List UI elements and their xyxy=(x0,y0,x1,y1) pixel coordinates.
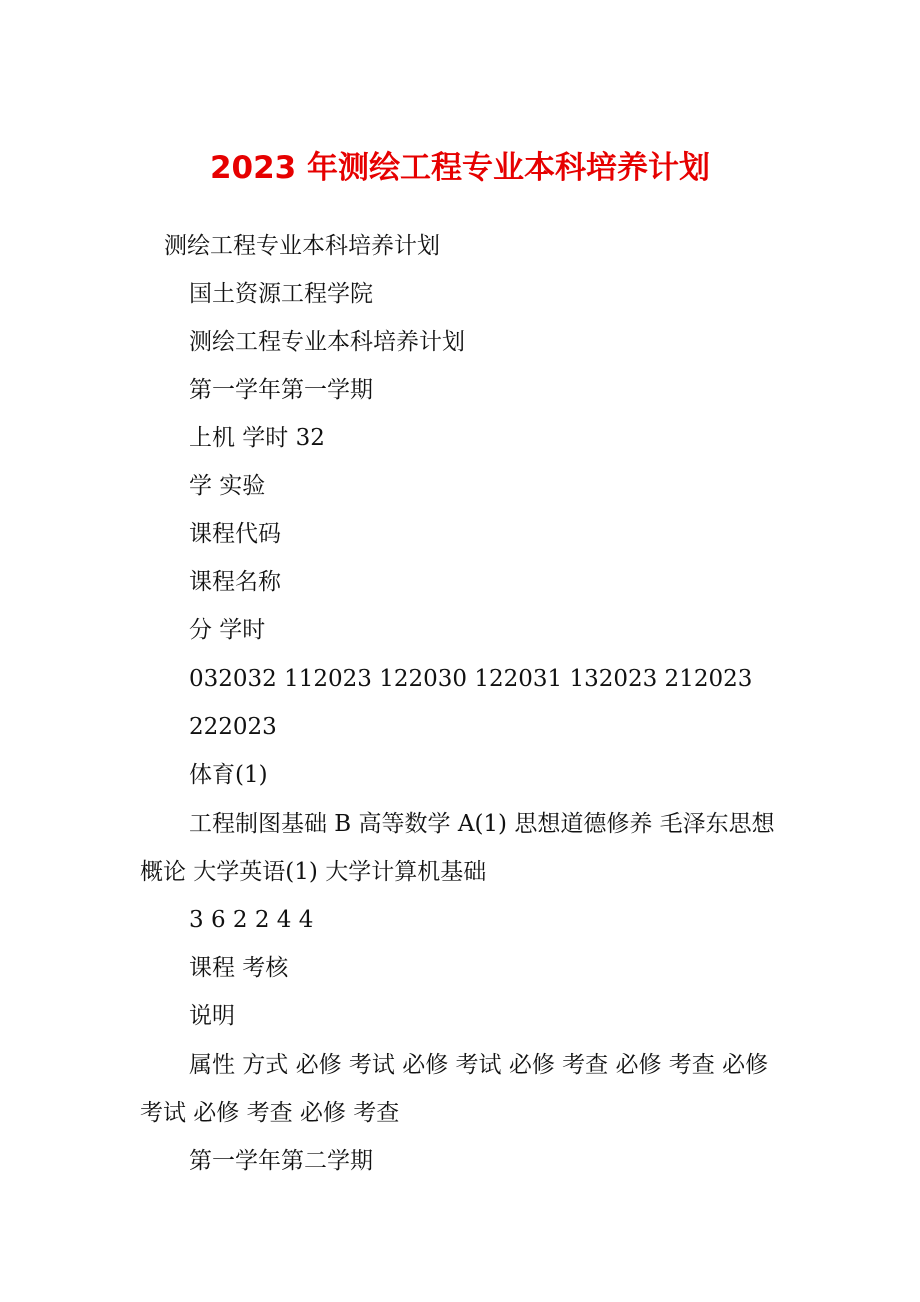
table-header-line: 课程名称 xyxy=(189,569,281,595)
semester-heading: 第一学年第一学期 xyxy=(189,377,373,403)
table-header-line: 上机 学时 32 xyxy=(189,425,325,451)
table-header-line: 说明 xyxy=(189,1003,235,1029)
table-header-line: 学 实验 xyxy=(189,473,266,499)
document-title: 2023 年测绘工程专业本科培养计划 xyxy=(209,150,711,186)
plan-heading-line: 测绘工程专业本科培养计划 xyxy=(189,329,465,355)
subtitle-line: 测绘工程专业本科培养计划 xyxy=(164,233,440,259)
credits-line: 3 6 2 2 4 4 xyxy=(189,907,314,933)
table-header-line: 课程代码 xyxy=(189,521,281,547)
course-names-paragraph: 工程制图基础 B 高等数学 A(1) 思想道德修养 毛泽东思想概论 大学英语(1) 大学计算机基础 xyxy=(140,811,775,885)
course-attributes-paragraph: 属性 方式 必修 考试 必修 考试 必修 考查 必修 考查 必修 考试 必修 考查 必修 考查 xyxy=(140,1052,769,1126)
semester-heading: 第一学年第二学期 xyxy=(189,1148,373,1174)
table-header-line: 分 学时 xyxy=(189,617,266,643)
table-header-line: 课程 考核 xyxy=(189,955,289,981)
course-codes-line: 032032 112023 122030 122031 132023 212023 xyxy=(189,666,753,692)
college-line: 国土资源工程学院 xyxy=(189,281,373,307)
course-name-line: 体育(1) xyxy=(189,762,268,788)
course-codes-line: 222023 xyxy=(189,714,277,740)
